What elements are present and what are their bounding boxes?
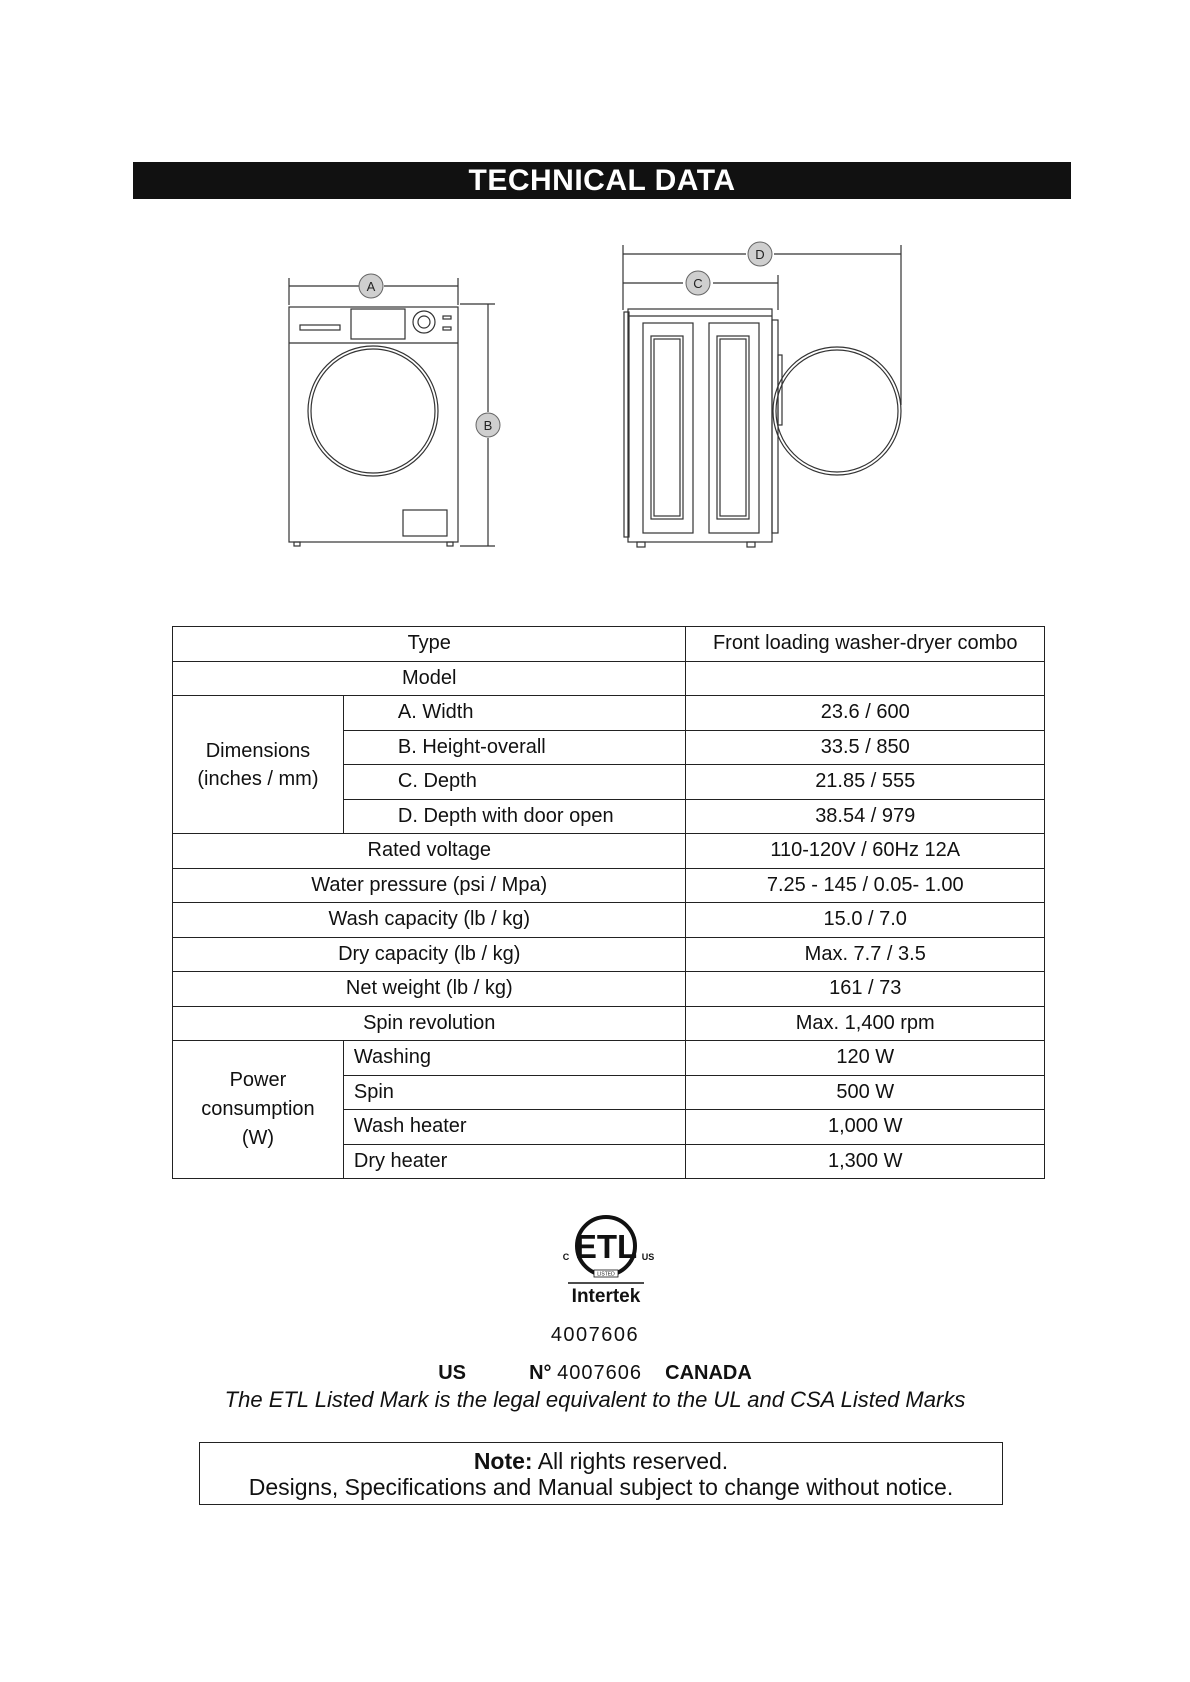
note-line1-text: All rights reserved. [537,1448,729,1474]
number-prefix: N° [529,1362,552,1384]
dimension-diagram [0,0,1190,580]
dimension-label: C. Depth [343,765,686,800]
power-group-label [173,1041,344,1179]
spec-value: Max. 1,400 rpm [686,1006,1045,1041]
spec-label: Water pressure (psi / Mpa) [173,868,686,903]
side-view-drawing [623,245,901,547]
spec-table [172,626,1045,1179]
dimensions-label-line1: Dimensions [205,739,311,762]
table-row [173,1041,1045,1076]
table-row [173,834,1045,869]
listing-number: 4007606 [557,1362,642,1384]
etl-code: 4007606 [550,1324,640,1346]
power-label: Washing [343,1041,686,1076]
table-row [173,696,1045,731]
spec-value: 7.25 - 145 / 0.05- 1.00 [686,868,1045,903]
svg-text:C: C [562,1252,570,1262]
canada-label: CANADA [665,1362,752,1384]
spec-label: Spin revolution [173,1006,686,1041]
type-label: Type [173,627,686,662]
note-label: Note: [473,1448,533,1474]
page-title: TECHNICAL DATA [133,162,1071,199]
svg-text:ETL: ETL [574,1228,638,1265]
legal-statement: The ETL Listed Mark is the legal equivalent to the UL and CSA Listed Marks [224,1387,966,1412]
spec-label: Net weight (lb / kg) [173,972,686,1007]
power-value: 500 W [686,1075,1045,1110]
model-label: Model [173,661,686,696]
dimension-value: 21.85 / 555 [686,765,1045,800]
dimension-value: 33.5 / 850 [686,730,1045,765]
spec-label: Wash capacity (lb / kg) [173,903,686,938]
note-line1 [200,1448,1002,1474]
power-label: Spin [343,1075,686,1110]
table-row [173,903,1045,938]
svg-text:A: A [366,279,376,294]
listing-number-line [0,1362,1190,1385]
svg-text:US: US [641,1252,655,1262]
power-label-line1: Power [229,1069,287,1091]
model-value [686,661,1045,696]
dimension-label: B. Height-overall [343,730,686,765]
table-row [173,972,1045,1007]
label-d-marker [748,242,772,266]
dimension-label: D. Depth with door open [343,799,686,834]
label-a-marker [359,274,383,298]
label-b-marker [476,413,500,437]
power-value: 120 W [686,1041,1045,1076]
table-row [173,937,1045,972]
spec-value: Max. 7.7 / 3.5 [686,937,1045,972]
us-label: US [438,1362,466,1384]
note-box [199,1442,1003,1505]
power-label-line2: consumption [201,1098,315,1120]
dimension-label: A. Width [343,696,686,731]
table-row [173,661,1045,696]
power-label: Wash heater [343,1110,686,1145]
svg-text:Intertek: Intertek [571,1286,641,1307]
table-row [173,1006,1045,1041]
type-value: Front loading washer-dryer combo [686,627,1045,662]
note-line2-text: Designs, Specifications and Manual subject to change without notice. [248,1474,954,1500]
svg-text:C: C [693,276,703,291]
dimension-value: 23.6 / 600 [686,696,1045,731]
spec-value: 110-120V / 60Hz 12A [686,834,1045,869]
etl-listed-logo [556,1212,656,1312]
power-value: 1,300 W [686,1144,1045,1179]
table-row [173,868,1045,903]
spec-label: Rated voltage [173,834,686,869]
dimensions-group-label [173,696,344,834]
spec-value: 15.0 / 7.0 [686,903,1045,938]
svg-text:B: B [483,418,493,433]
table-row [173,627,1045,662]
spec-label: Dry capacity (lb / kg) [173,937,686,972]
dimensions-label-line2: (inches / mm) [197,767,319,790]
svg-text:LISTED: LISTED [597,1271,615,1278]
spec-value: 161 / 73 [686,972,1045,1007]
power-label-line3: (W) [241,1127,275,1149]
power-value: 1,000 W [686,1110,1045,1145]
svg-text:D: D [755,247,765,262]
label-c-marker [686,271,710,295]
power-label: Dry heater [343,1144,686,1179]
dimension-value: 38.54 / 979 [686,799,1045,834]
front-view-drawing [289,278,495,546]
